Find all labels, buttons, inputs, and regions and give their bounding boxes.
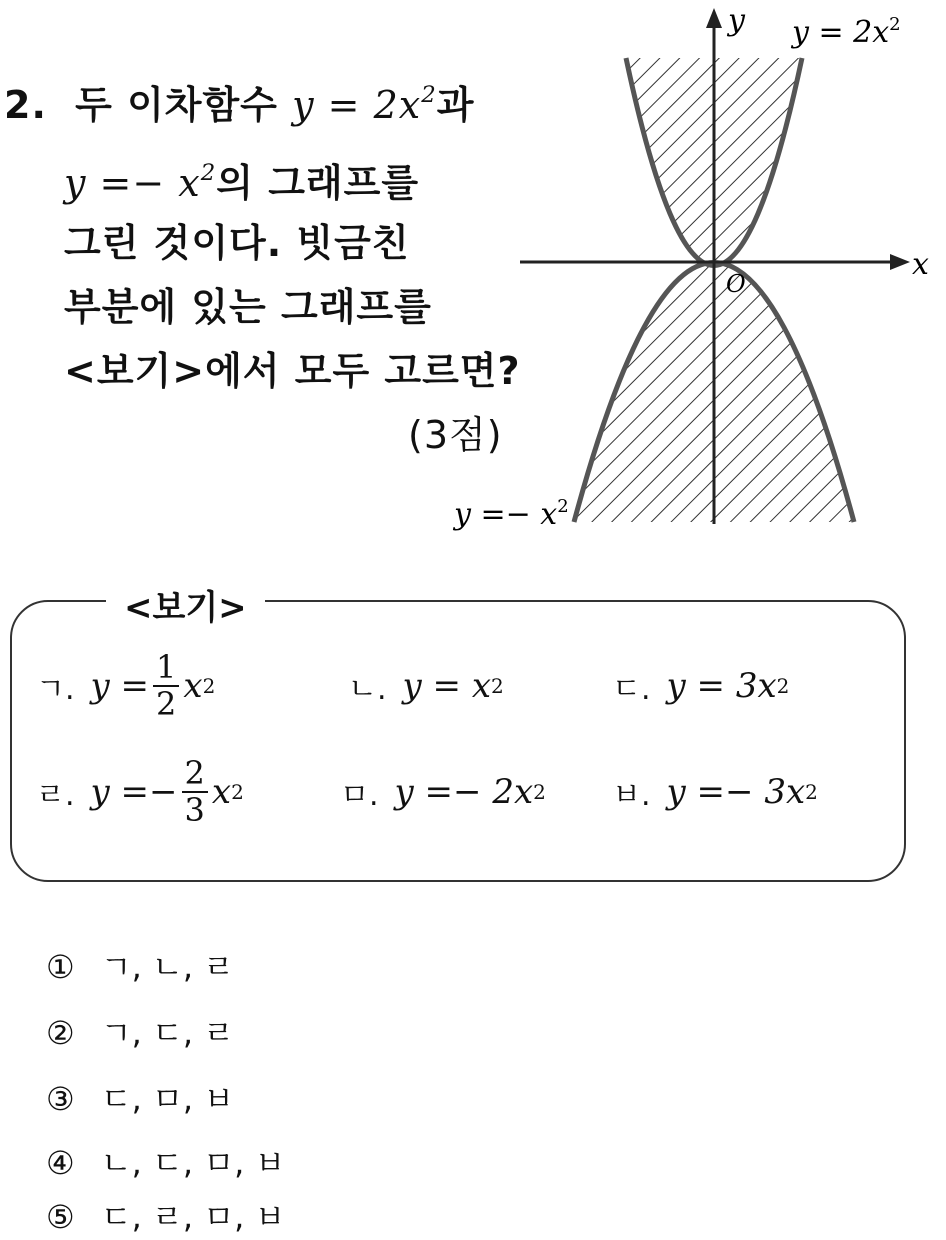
question-text-1: 두 이차함수 (75, 83, 293, 127)
answer-choice-5[interactable]: ⑤ ㄷ, ㄹ, ㅁ, ㅂ (46, 1198, 286, 1236)
bogi-item-6: ㅂ. y =− 3x 2 (612, 772, 818, 813)
question-line-1 (4, 74, 474, 129)
equation-upper: $y = 2x^2$ (292, 82, 437, 127)
bogi-item-5: ㅁ. y =− 2x 2 (340, 772, 546, 813)
fraction: $\frac{2}{3}$ (182, 756, 208, 828)
fraction: $\frac{1}{2}$ (153, 650, 179, 722)
answer-choice-1[interactable]: ① ㄱ, ㄴ, ㄹ (46, 948, 235, 986)
question-line-3: 그린 것이다. 빗금친 (64, 221, 410, 265)
x-axis-arrow-icon (890, 254, 910, 270)
lower-curve-label: $y =- x^2$ (454, 496, 569, 532)
bogi-item-1: ㄱ. y = $\frac{1}{2}$ x 2 (36, 648, 216, 724)
question-line-4: 부분에 있는 그래프를 (64, 285, 432, 329)
upper-curve-label: $y = 2x^2$ (792, 14, 901, 50)
equation-lower: $y =- x^2$ (64, 160, 217, 205)
bogi-title: <보기> (106, 580, 265, 629)
x-axis-label: x (912, 247, 929, 282)
question-text-2: 의 그래프를 (216, 161, 420, 205)
question-points: (3점) (408, 413, 503, 457)
bogi-item-2: ㄴ. y = x 2 (348, 666, 504, 707)
question-number: 2. (4, 83, 47, 127)
question-text-1b: 과 (436, 83, 475, 127)
bogi-item-3: ㄷ. y = 3x 2 (612, 666, 790, 707)
answer-choice-3[interactable]: ③ ㄷ, ㅁ, ㅂ (46, 1080, 235, 1118)
question-line-5: <보기>에서 모두 고르면? (64, 349, 521, 393)
answer-choice-4[interactable]: ④ ㄴ, ㄷ, ㅁ, ㅂ (46, 1144, 286, 1182)
bogi-box (10, 600, 906, 882)
question-line-2 (64, 152, 419, 207)
answer-choice-2[interactable]: ② ㄱ, ㄷ, ㄹ (46, 1014, 235, 1052)
bogi-item-4: ㄹ. y =− $\frac{2}{3}$ x 2 (36, 754, 244, 830)
origin-label: O (726, 270, 746, 298)
y-axis-label: y (728, 3, 745, 38)
parabola-graph (440, 0, 946, 540)
y-axis-arrow-icon (706, 8, 722, 28)
